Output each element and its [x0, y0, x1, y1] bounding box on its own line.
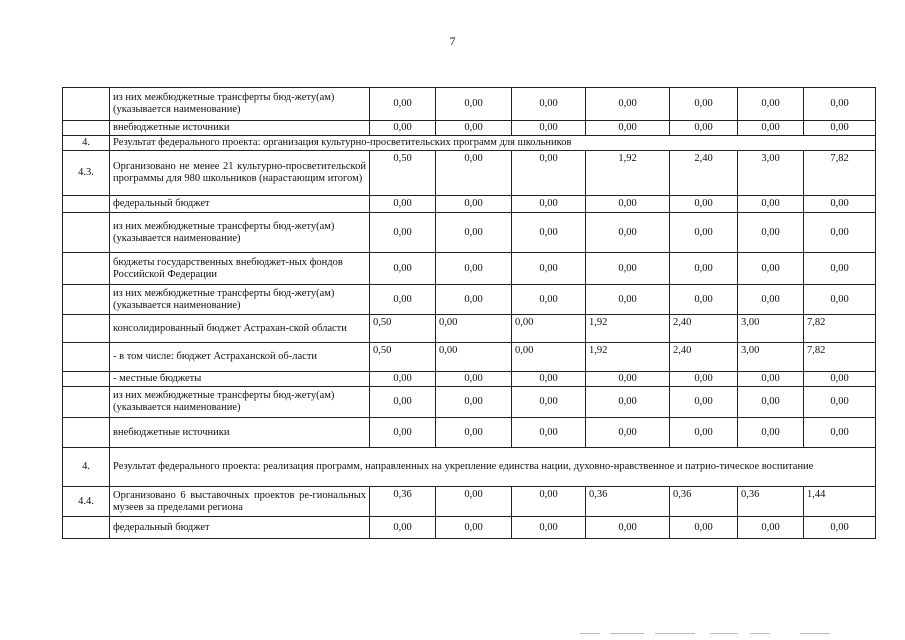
value-cell: 0,00: [436, 121, 512, 136]
value-cell: 0,00: [436, 387, 512, 418]
value-cell: 7,82: [804, 315, 876, 343]
value-cell: 0,00: [670, 517, 738, 539]
value-cell: 0,00: [370, 372, 436, 387]
row-description: федеральный бюджет: [110, 196, 370, 213]
value-cell: 0,00: [512, 372, 586, 387]
value-cell: 0,00: [370, 418, 436, 448]
value-cell: 0,00: [436, 487, 512, 517]
page-number: 7: [449, 34, 456, 48]
row-description: федеральный бюджет: [110, 517, 370, 539]
row-description: внебюджетные источники: [110, 121, 370, 136]
value-cell: 0,00: [370, 213, 436, 253]
row-number: 4.: [63, 448, 110, 487]
row-number: [63, 343, 110, 372]
value-cell: 0,00: [804, 372, 876, 387]
section-header-row: [63, 136, 876, 151]
value-cell: 0,00: [586, 121, 670, 136]
row-description: из них межбюджетные трансферты бюд-жету(ам) (указывается наименование): [110, 285, 370, 315]
value-cell: 0,00: [512, 213, 586, 253]
value-cell: 1,92: [586, 151, 670, 196]
value-cell: 0,00: [804, 88, 876, 121]
value-cell: 0,00: [804, 285, 876, 315]
value-cell: 1,92: [586, 315, 670, 343]
value-cell: 0,00: [586, 372, 670, 387]
table-row: [63, 315, 876, 343]
row-number: [63, 517, 110, 539]
table-row: [63, 253, 876, 285]
value-cell: 0,00: [586, 517, 670, 539]
table-row: [63, 121, 876, 136]
value-cell: 0,00: [436, 151, 512, 196]
row-description: из них межбюджетные трансферты бюд-жету(ам) (указывается наименование): [110, 213, 370, 253]
value-cell: 0,00: [370, 285, 436, 315]
value-cell: 0,50: [370, 315, 436, 343]
row-number: [63, 121, 110, 136]
row-description: внебюджетные источники: [110, 418, 370, 448]
value-cell: 0,00: [370, 196, 436, 213]
section-title: Результат федерального проекта: реализация программ, направленных на укрепление единства нации, духовно-нравственное и патрио-тическое воспитание: [110, 448, 876, 487]
row-number: [63, 253, 110, 285]
table-row: [63, 213, 876, 253]
table-row: [63, 487, 876, 517]
section-header-row: [63, 448, 876, 487]
value-cell: 0,00: [738, 418, 804, 448]
value-cell: 0,00: [586, 88, 670, 121]
value-cell: 0,00: [738, 372, 804, 387]
value-cell: 0,00: [586, 418, 670, 448]
value-cell: 0,00: [670, 387, 738, 418]
value-cell: 0,00: [670, 372, 738, 387]
value-cell: 0,00: [586, 387, 670, 418]
row-number: [63, 372, 110, 387]
value-cell: 0,00: [804, 418, 876, 448]
value-cell: 0,00: [738, 213, 804, 253]
value-cell: 0,50: [370, 151, 436, 196]
value-cell: 0,00: [512, 418, 586, 448]
row-number: 4.3.: [63, 151, 110, 196]
value-cell: 0,00: [436, 285, 512, 315]
value-cell: 0,00: [512, 151, 586, 196]
value-cell: 0,00: [370, 253, 436, 285]
table-row: [63, 285, 876, 315]
row-description: консолидированный бюджет Астрахан-ской области: [110, 315, 370, 343]
row-description: из них межбюджетные трансферты бюд-жету(ам) (указывается наименование): [110, 88, 370, 121]
row-number: 4.: [63, 136, 110, 151]
value-cell: 2,40: [670, 151, 738, 196]
value-cell: 0,00: [512, 196, 586, 213]
value-cell: 0,00: [436, 253, 512, 285]
row-number: [63, 315, 110, 343]
value-cell: 0,36: [670, 487, 738, 517]
value-cell: 0,36: [586, 487, 670, 517]
value-cell: 0,00: [512, 343, 586, 372]
value-cell: 0,36: [370, 487, 436, 517]
value-cell: 0,00: [670, 213, 738, 253]
row-description: из них межбюджетные трансферты бюд-жету(ам) (указывается наименование): [110, 387, 370, 418]
value-cell: 0,00: [586, 253, 670, 285]
value-cell: 7,82: [804, 343, 876, 372]
table-row: [63, 517, 876, 539]
value-cell: 3,00: [738, 151, 804, 196]
value-cell: 2,40: [670, 343, 738, 372]
table-row: [63, 372, 876, 387]
value-cell: 0,00: [436, 372, 512, 387]
value-cell: 0,00: [738, 387, 804, 418]
value-cell: 0,00: [436, 418, 512, 448]
value-cell: 3,00: [738, 315, 804, 343]
row-number: [63, 88, 110, 121]
value-cell: 0,00: [512, 487, 586, 517]
section-title: Результат федерального проекта: организация культурно-просветительских программ для школьников: [110, 136, 876, 151]
value-cell: 0,00: [670, 285, 738, 315]
value-cell: 0,00: [436, 343, 512, 372]
value-cell: 0,00: [670, 88, 738, 121]
value-cell: 0,50: [370, 343, 436, 372]
table-row: [63, 387, 876, 418]
value-cell: 0,00: [436, 88, 512, 121]
value-cell: 0,00: [804, 253, 876, 285]
value-cell: 0,00: [512, 285, 586, 315]
row-number: [63, 213, 110, 253]
value-cell: 0,00: [512, 517, 586, 539]
row-description: бюджеты государственных внебюджет-ных фондов Российской Федерации: [110, 253, 370, 285]
value-cell: 0,00: [370, 517, 436, 539]
value-cell: 0,00: [586, 213, 670, 253]
value-cell: 0,00: [436, 315, 512, 343]
value-cell: 0,00: [370, 88, 436, 121]
value-cell: 0,00: [804, 387, 876, 418]
value-cell: 0,00: [804, 213, 876, 253]
value-cell: 3,00: [738, 343, 804, 372]
row-number: 4.4.: [63, 487, 110, 517]
value-cell: 0,00: [670, 418, 738, 448]
value-cell: 0,00: [738, 517, 804, 539]
value-cell: 0,00: [436, 196, 512, 213]
value-cell: 0,00: [738, 253, 804, 285]
row-description: - местные бюджеты: [110, 372, 370, 387]
value-cell: 0,00: [512, 121, 586, 136]
value-cell: 0,00: [436, 213, 512, 253]
value-cell: 1,44: [804, 487, 876, 517]
row-number: [63, 387, 110, 418]
value-cell: 0,00: [670, 253, 738, 285]
table-row: [63, 343, 876, 372]
value-cell: 0,00: [370, 387, 436, 418]
value-cell: 0,00: [512, 315, 586, 343]
row-number: [63, 285, 110, 315]
row-number: [63, 418, 110, 448]
value-cell: 0,00: [512, 387, 586, 418]
value-cell: 2,40: [670, 315, 738, 343]
table-row: [63, 88, 876, 121]
value-cell: 0,00: [586, 285, 670, 315]
value-cell: 0,00: [738, 196, 804, 213]
value-cell: 1,92: [586, 343, 670, 372]
value-cell: 0,00: [436, 517, 512, 539]
value-cell: 0,00: [738, 88, 804, 121]
table-row: [63, 418, 876, 448]
value-cell: 0,00: [738, 121, 804, 136]
value-cell: 0,00: [804, 517, 876, 539]
value-cell: 7,82: [804, 151, 876, 196]
value-cell: 0,00: [738, 285, 804, 315]
row-description: Организовано не менее 21 культурно-просветительской программы для 980 школьников (нарастающим итогом): [110, 151, 370, 196]
row-number: [63, 196, 110, 213]
value-cell: 0,00: [512, 253, 586, 285]
value-cell: 0,00: [804, 121, 876, 136]
row-description: Организовано 6 выставочных проектов ре-гиональных музеев за пределами региона: [110, 487, 370, 517]
value-cell: 0,00: [512, 88, 586, 121]
value-cell: 0,36: [738, 487, 804, 517]
budget-table: [62, 87, 876, 539]
value-cell: 0,00: [586, 196, 670, 213]
value-cell: 0,00: [804, 196, 876, 213]
table-row: [63, 151, 876, 196]
scan-artifacts: [560, 630, 860, 636]
value-cell: 0,00: [370, 121, 436, 136]
value-cell: 0,00: [670, 121, 738, 136]
row-description: - в том числе: бюджет Астраханской об-ласти: [110, 343, 370, 372]
value-cell: 0,00: [670, 196, 738, 213]
table-row: [63, 196, 876, 213]
